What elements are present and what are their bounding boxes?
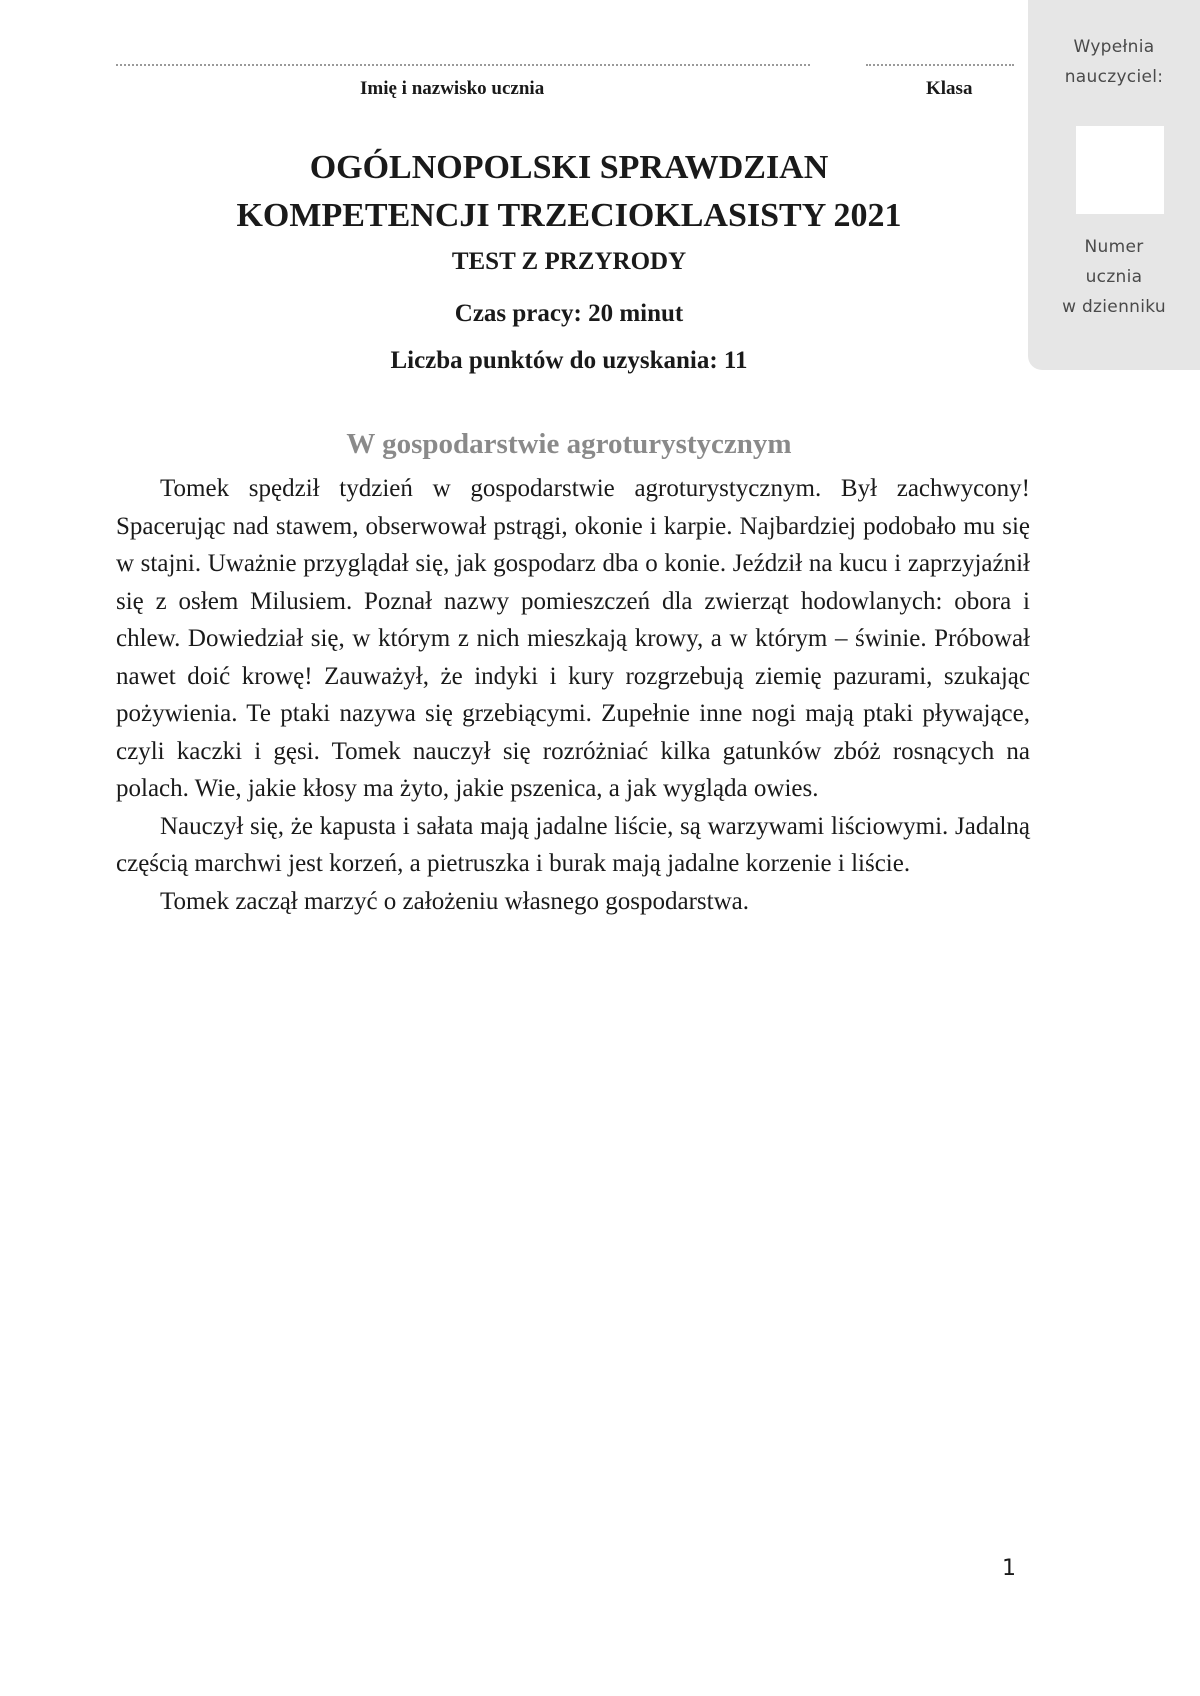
- story-title: W gospodarstwie agroturystycznym: [346, 428, 792, 460]
- student-number-field[interactable]: [1076, 126, 1164, 214]
- student-name-field[interactable]: [116, 64, 810, 66]
- class-field[interactable]: [866, 64, 1014, 66]
- teacher-fill-label: [1028, 32, 1200, 92]
- teacher-fill-box: [1028, 0, 1200, 370]
- student-number-label-line3: w dzienniku: [1062, 297, 1166, 317]
- exam-title-line2: KOMPETENCJI TRZECIOKLASISTY 2021: [236, 197, 902, 234]
- student-number-label-line2: ucznia: [1085, 267, 1143, 287]
- student-name-label: Imię i nazwisko ucznia: [360, 78, 545, 99]
- story-paragraph: Nauczył się, że kapusta i sałata mają jadalne liście, są warzywami liściowymi. Jadalną częścią marchwi jest korzeń, a pietruszka i burak mają jadalne korzenie i liście.: [116, 812, 1030, 877]
- story-paragraph: Tomek spędził tydzień w gospodarstwie agroturystycznym. Był zachwycony! Spacerując nad stawem, obserwował pstrągi, okonie i karpie. Najbardziej podobało mu się w stajni. Uważnie przyglądał się, jak gospodarz dba o konie. Jeździł na kucu i zaprzyjaźnił się z osłem Milusiem. Poznał nazwy pomieszczeń dla zwierząt hodowlanych: obora i chlew. Dowiedział się, w którym z nich mieszkają krowy, a w którym – świnie. Próbował nawet doić krowę! Zauważył, że indyki i kury rozgrzebują ziemię pazurami, szukając pożywienia. Te ptaki nazywa się grzebiącymi. Zupełnie inne nogi mają ptaki pływające, czyli kaczki i gęsi. Tomek nauczył się rozróżniać kilka gatunków zbóż rosnących na polach. Wie, jakie kłosy ma żyto, jakie pszenica, a jak wygląda owies.: [116, 475, 1030, 802]
- story-paragraph: Tomek zaczął marzyć o założeniu własnego gospodarstwa.: [160, 887, 749, 915]
- exam-points: Liczba punktów do uzyskania: 11: [390, 347, 748, 374]
- exam-subtitle: TEST Z PRZYRODY: [451, 248, 687, 275]
- exam-title-line1: OGÓLNOPOLSKI SPRAWDZIAN: [309, 149, 829, 186]
- exam-time: Czas pracy: 20 minut: [454, 300, 684, 327]
- student-number-label: [1028, 232, 1200, 322]
- story-text: [116, 470, 1030, 920]
- teacher-fill-label-line2: nauczyciel:: [1064, 67, 1164, 87]
- page-number: 1: [1002, 1556, 1016, 1581]
- class-label: Klasa: [926, 78, 973, 99]
- exam-title: [116, 144, 1022, 240]
- student-number-label-line1: Numer: [1084, 237, 1144, 257]
- teacher-fill-label-line1: Wypełnia: [1073, 37, 1155, 57]
